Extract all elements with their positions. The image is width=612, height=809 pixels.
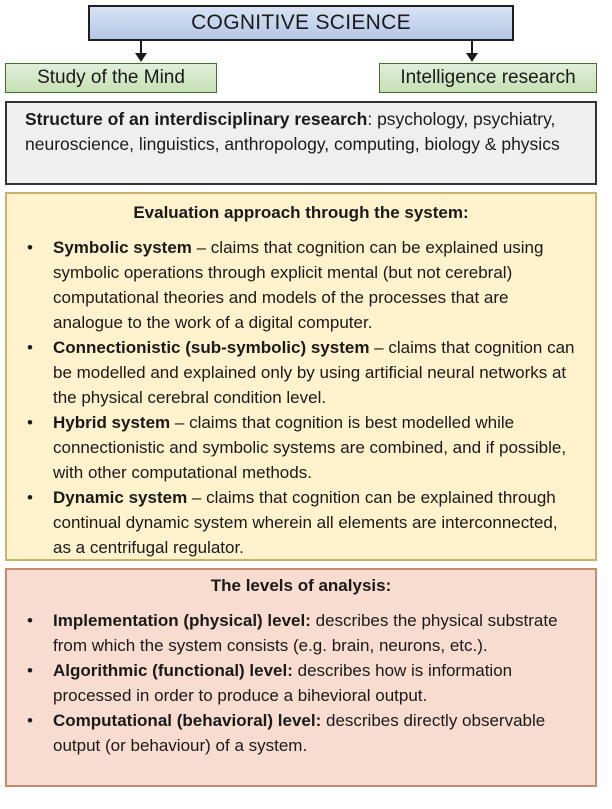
structure-box — [5, 101, 597, 185]
item-term: Dynamic system — [53, 488, 188, 507]
levels-box — [5, 568, 597, 787]
branch-right-label: Intelligence research — [400, 67, 576, 88]
item-desc: – claims that cognition can be modelled and explained only by using artificial neural networks at the physical cerebral condition level. — [53, 338, 575, 407]
structure-text: : psychology, psychiatry, neuroscience, linguistics, anthropology, computing, biology & physics — [25, 109, 560, 154]
list-item — [25, 608, 577, 658]
bullet-icon: • — [27, 661, 33, 680]
list-item — [25, 410, 577, 485]
bullet-icon: • — [27, 611, 33, 630]
item-term: Hybrid system — [53, 413, 171, 432]
page-title: COGNITIVE SCIENCE — [191, 11, 411, 34]
bullet-icon: • — [27, 338, 33, 357]
item-term: Symbolic system — [53, 238, 192, 257]
item-term: Algorithmic (functional) level: — [53, 661, 293, 680]
bullet-icon: • — [27, 413, 33, 432]
branch-study-of-mind — [5, 63, 217, 93]
bullet-icon: • — [27, 488, 33, 507]
item-desc: – claims that cognition can be explained through continual dynamic system wherein all elements are interconnected, as a centrifugal regulator. — [53, 488, 558, 557]
branch-intelligence-research — [379, 63, 597, 93]
list-item — [25, 335, 577, 410]
list-item — [25, 708, 577, 758]
item-desc: – claims that cognition is best modelled while connectionistic and symbolic systems are combined, and if possible, with other computational methods. — [53, 413, 567, 482]
levels-list — [25, 608, 577, 758]
evaluation-list — [25, 235, 577, 560]
list-item — [25, 235, 577, 335]
bullet-icon: • — [27, 711, 33, 730]
item-term: Connectionistic (sub-symbolic) system — [53, 338, 370, 357]
evaluation-box — [5, 192, 597, 561]
structure-label: Structure of an interdisciplinary research — [25, 109, 368, 129]
item-desc: – claims that cognition can be explained using symbolic operations through explicit mental (but not cerebral) computational theories and models of the processes that are analogue to the work of a digital computer. — [53, 238, 544, 332]
item-term: Implementation (physical) level: — [53, 611, 311, 630]
bullet-icon: • — [27, 238, 33, 257]
item-desc: describes directly observable output (or behaviour) of a system. — [53, 711, 546, 755]
item-desc: describes how is information processed in order to produce a bihevioral output. — [53, 661, 513, 705]
levels-heading: The levels of analysis: — [210, 576, 392, 595]
list-item — [25, 658, 577, 708]
item-desc: describes the physical substrate from which the system consists (e.g. brain, neurons, etc.). — [53, 611, 558, 655]
arrow-left-icon — [135, 53, 147, 62]
arrow-right-icon — [466, 53, 478, 62]
evaluation-heading: Evaluation approach through the system: — [133, 203, 469, 222]
branch-left-label: Study of the Mind — [37, 67, 185, 88]
title-box — [88, 5, 514, 41]
list-item — [25, 485, 577, 560]
item-term: Computational (behavioral) level: — [53, 711, 322, 730]
